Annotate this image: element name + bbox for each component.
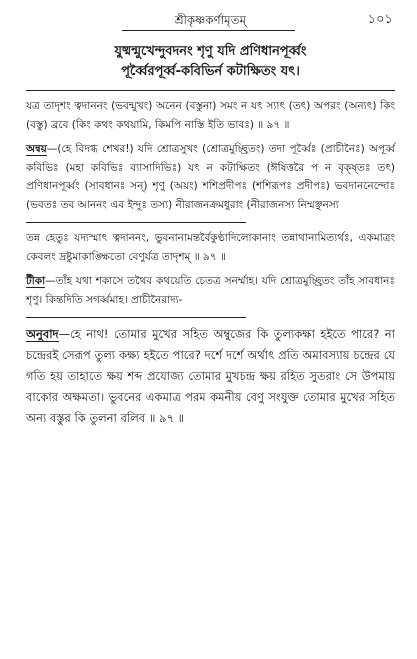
running-title: শ্রীকৃষ্ণকর্ণামৃতম্ xyxy=(174,13,247,27)
anuvada-label: অনুবাদ xyxy=(26,327,59,341)
anvaya-paragraph xyxy=(26,140,395,214)
page-header xyxy=(26,0,395,40)
section-divider-1 xyxy=(26,90,395,91)
page-number: ১০১ xyxy=(367,12,393,27)
anuvada-paragraph xyxy=(26,324,395,429)
commentary-paragraph: তন্ন হেতুঃ যদ্যস্মাৎ ত্বদাননং, ভুবনানামন্তর্বৈকুণ্ঠাদিলোকানাং তন্নাথানামিত্যর্থঃ, একমাত্রং কেবলং দ্রষ্টুমাকাঙ্ক্ষিতো বেণুর্যত্র তাদৃশম্ ॥ ৯৭ ॥ xyxy=(26,232,395,263)
anuvada-text: —হে নাথ! তোমার মুখের সহিত অম্বুজের কি তুল্যকক্ষা হইতে পারে? না চন্দ্রেরই সেরূপ তুল্য কক্ষ্য হইতে পারে? দর্শে দর্শে অর্থাৎ প্রতি অমাবস্যায় চন্দ্রের যে গতি হয় তাহাতে ক্ষয় শব্দ প্রযোজ্য তোমার মুখচন্দ্র ক্ষয় রহিত সুতরাং সে উপমায় বাকোর অক্ষমতা। ভুবনের একমাত্র পরম কমনীয় বেণু সংযুক্ত তোমার মুখের সহিত অন্য বস্তুর কি তুলনা বলিব ॥ ৯৭ ॥ xyxy=(26,327,395,425)
verse-block xyxy=(26,42,395,82)
verse-line-2: পূর্ব্বৈরপূর্ব্ব-কবিভির্ন কটাক্ষিতং যৎ। xyxy=(121,64,300,79)
anvaya-text: —(হে বিদগ্ধ শেখর!) যদি শ্রোত্রসুখং (শ্রোত্রমুচ্ছ্রিতং) তদা পূর্ব্বৈঃ (প্রাচীনৈঃ) অপূর্ব্ব কবিভিঃ (মহা কবিভিঃ ব্যাসাদিভিঃ) যৎ ন কটাক্ষিতং (ঈষিত্তরৈ প ন বৃক্ষ্তঃ তৎ) প্রণিধানপূর্ব্বং (সাবধানঃ সন্) শৃণু (অয়ং) শশিপ্রদীপঃ (শশিরূপঃ প্রদীপঃ) ভবদাননেন্দোঃ (ভবতঃ তব আননং এব ইন্দুঃ তস্য) নীরাজনক্রমধুরাং (নীরাজনস্য নিম্মঞ্ছনস্য xyxy=(26,143,395,211)
section-divider-3 xyxy=(26,317,246,318)
intro-paragraph: যত্র তাদৃশং ত্বদাননং (ভবন্মুখং) অনেন (বস্তুনা) সমং ন যৎ স্যাৎ (তৎ) অপরং (অন্যৎ) কিং (বস্তু) ব্রবে (কিং কথং কথয়ামি, কিমপি নাস্তি ইতি ভাবঃ) ॥ ৯৭ ॥ xyxy=(26,100,395,131)
anvaya-label: অন্বয় xyxy=(26,143,47,155)
tika-paragraph xyxy=(26,272,395,309)
verse-line-1: যুষ্মন্মুখেন্দুবদনং শৃণু যদি প্রণিধানপূর্ব্বং xyxy=(114,44,307,59)
tika-label: টীকা xyxy=(26,275,46,287)
header-underline xyxy=(122,30,295,31)
section-divider-2 xyxy=(26,222,246,223)
tika-text: —তাঁহ যথা শকাসে তথৈব কথয়েতি চেতত্র সনর্ম্মাহ। যদি শ্রোত্রমুচ্ছ্রিতং তাঁহ সাবধানঃ শৃণু। কিন্তদিতি সগর্ব্বমাহ। প্রাচীনৈরাদ্য- xyxy=(26,275,395,306)
